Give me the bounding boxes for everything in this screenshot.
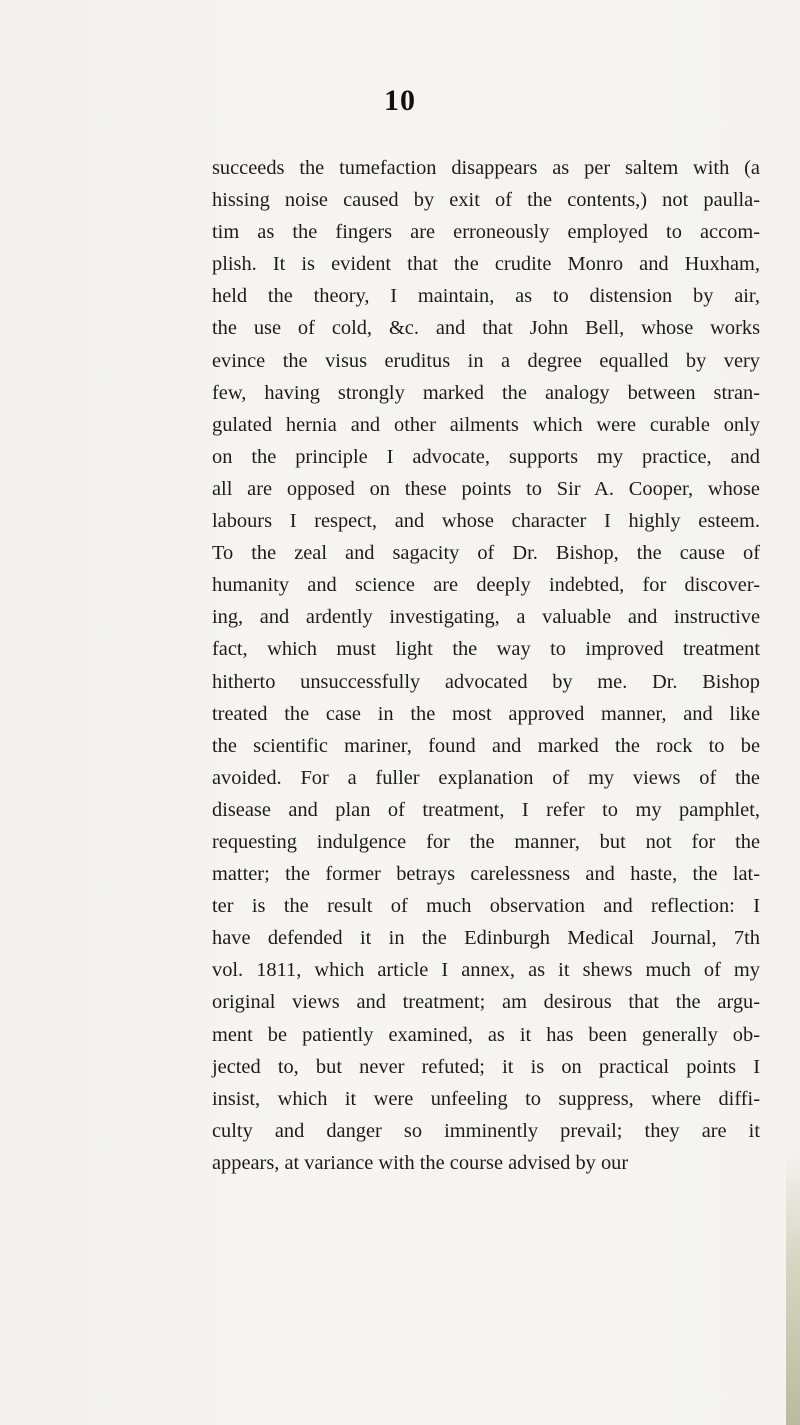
text-line: gulated hernia and other ailments which were curable only	[212, 413, 760, 436]
text-line: fact, which must light the way to improved treatment	[212, 638, 760, 661]
page-number: 10	[384, 84, 416, 117]
text-line: To the zeal and sagacity of Dr. Bishop, the cause of	[212, 542, 760, 565]
text-line: have defended it in the Edinburgh Medical Journal, 7th	[212, 927, 760, 950]
text-line: hitherto unsuccessfully advocated by me. Dr. Bishop	[212, 670, 760, 693]
text-line: all are opposed on these points to Sir A. Cooper, whose	[212, 477, 760, 500]
text-line: appears, at variance with the course advised by our	[212, 1151, 629, 1174]
text-line: tim as the fingers are erroneously employed to accom-	[212, 221, 760, 244]
text-line: ment be patiently examined, as it has been generally ob-	[212, 1023, 760, 1046]
text-line: culty and danger so imminently prevail; they are it	[212, 1119, 760, 1142]
text-line: the scientific mariner, found and marked the rock to be	[212, 734, 760, 757]
text-line: ter is the result of much observation and reflection: I	[212, 895, 760, 918]
text-line: hissing noise caused by exit of the contents,) not paulla-	[212, 189, 760, 212]
text-line: vol. 1811, which article I annex, as it shews much of my	[212, 959, 760, 982]
text-line: disease and plan of treatment, I refer to my pamphlet,	[212, 798, 760, 821]
text-line: labours I respect, and whose character I highly esteem.	[212, 510, 760, 533]
page-edge-shadow	[786, 1150, 800, 1425]
body-paragraph	[212, 152, 760, 1179]
text-line: jected to, but never refuted; it is on practical points I	[212, 1055, 760, 1078]
text-line: original views and treatment; am desirous that the argu-	[212, 991, 760, 1014]
text-line: held the theory, I maintain, as to distension by air,	[212, 285, 760, 308]
text-line: succeeds the tumefaction disappears as per saltem with (a	[212, 157, 760, 179]
text-line: treated the case in the most approved manner, and like	[212, 702, 760, 725]
text-line: plish. It is evident that the crudite Monro and Huxham,	[212, 253, 760, 276]
text-line: ing, and ardently investigating, a valuable and instructive	[212, 606, 760, 629]
text-line: few, having strongly marked the analogy between stran-	[212, 381, 760, 404]
text-line: the use of cold, &c. and that John Bell, whose works	[212, 317, 760, 340]
text-line: avoided. For a fuller explanation of my views of the	[212, 766, 760, 789]
text-line: matter; the former betrays carelessness and haste, the lat-	[212, 863, 760, 886]
text-line: insist, which it were unfeeling to suppress, where diffi-	[212, 1087, 760, 1110]
text-line: evince the visus eruditus in a degree equalled by very	[212, 349, 760, 372]
text-line: requesting indulgence for the manner, but not for the	[212, 830, 760, 853]
text-line: humanity and science are deeply indebted, for discover-	[212, 574, 760, 597]
text-line: on the principle I advocate, supports my practice, and	[212, 445, 760, 468]
